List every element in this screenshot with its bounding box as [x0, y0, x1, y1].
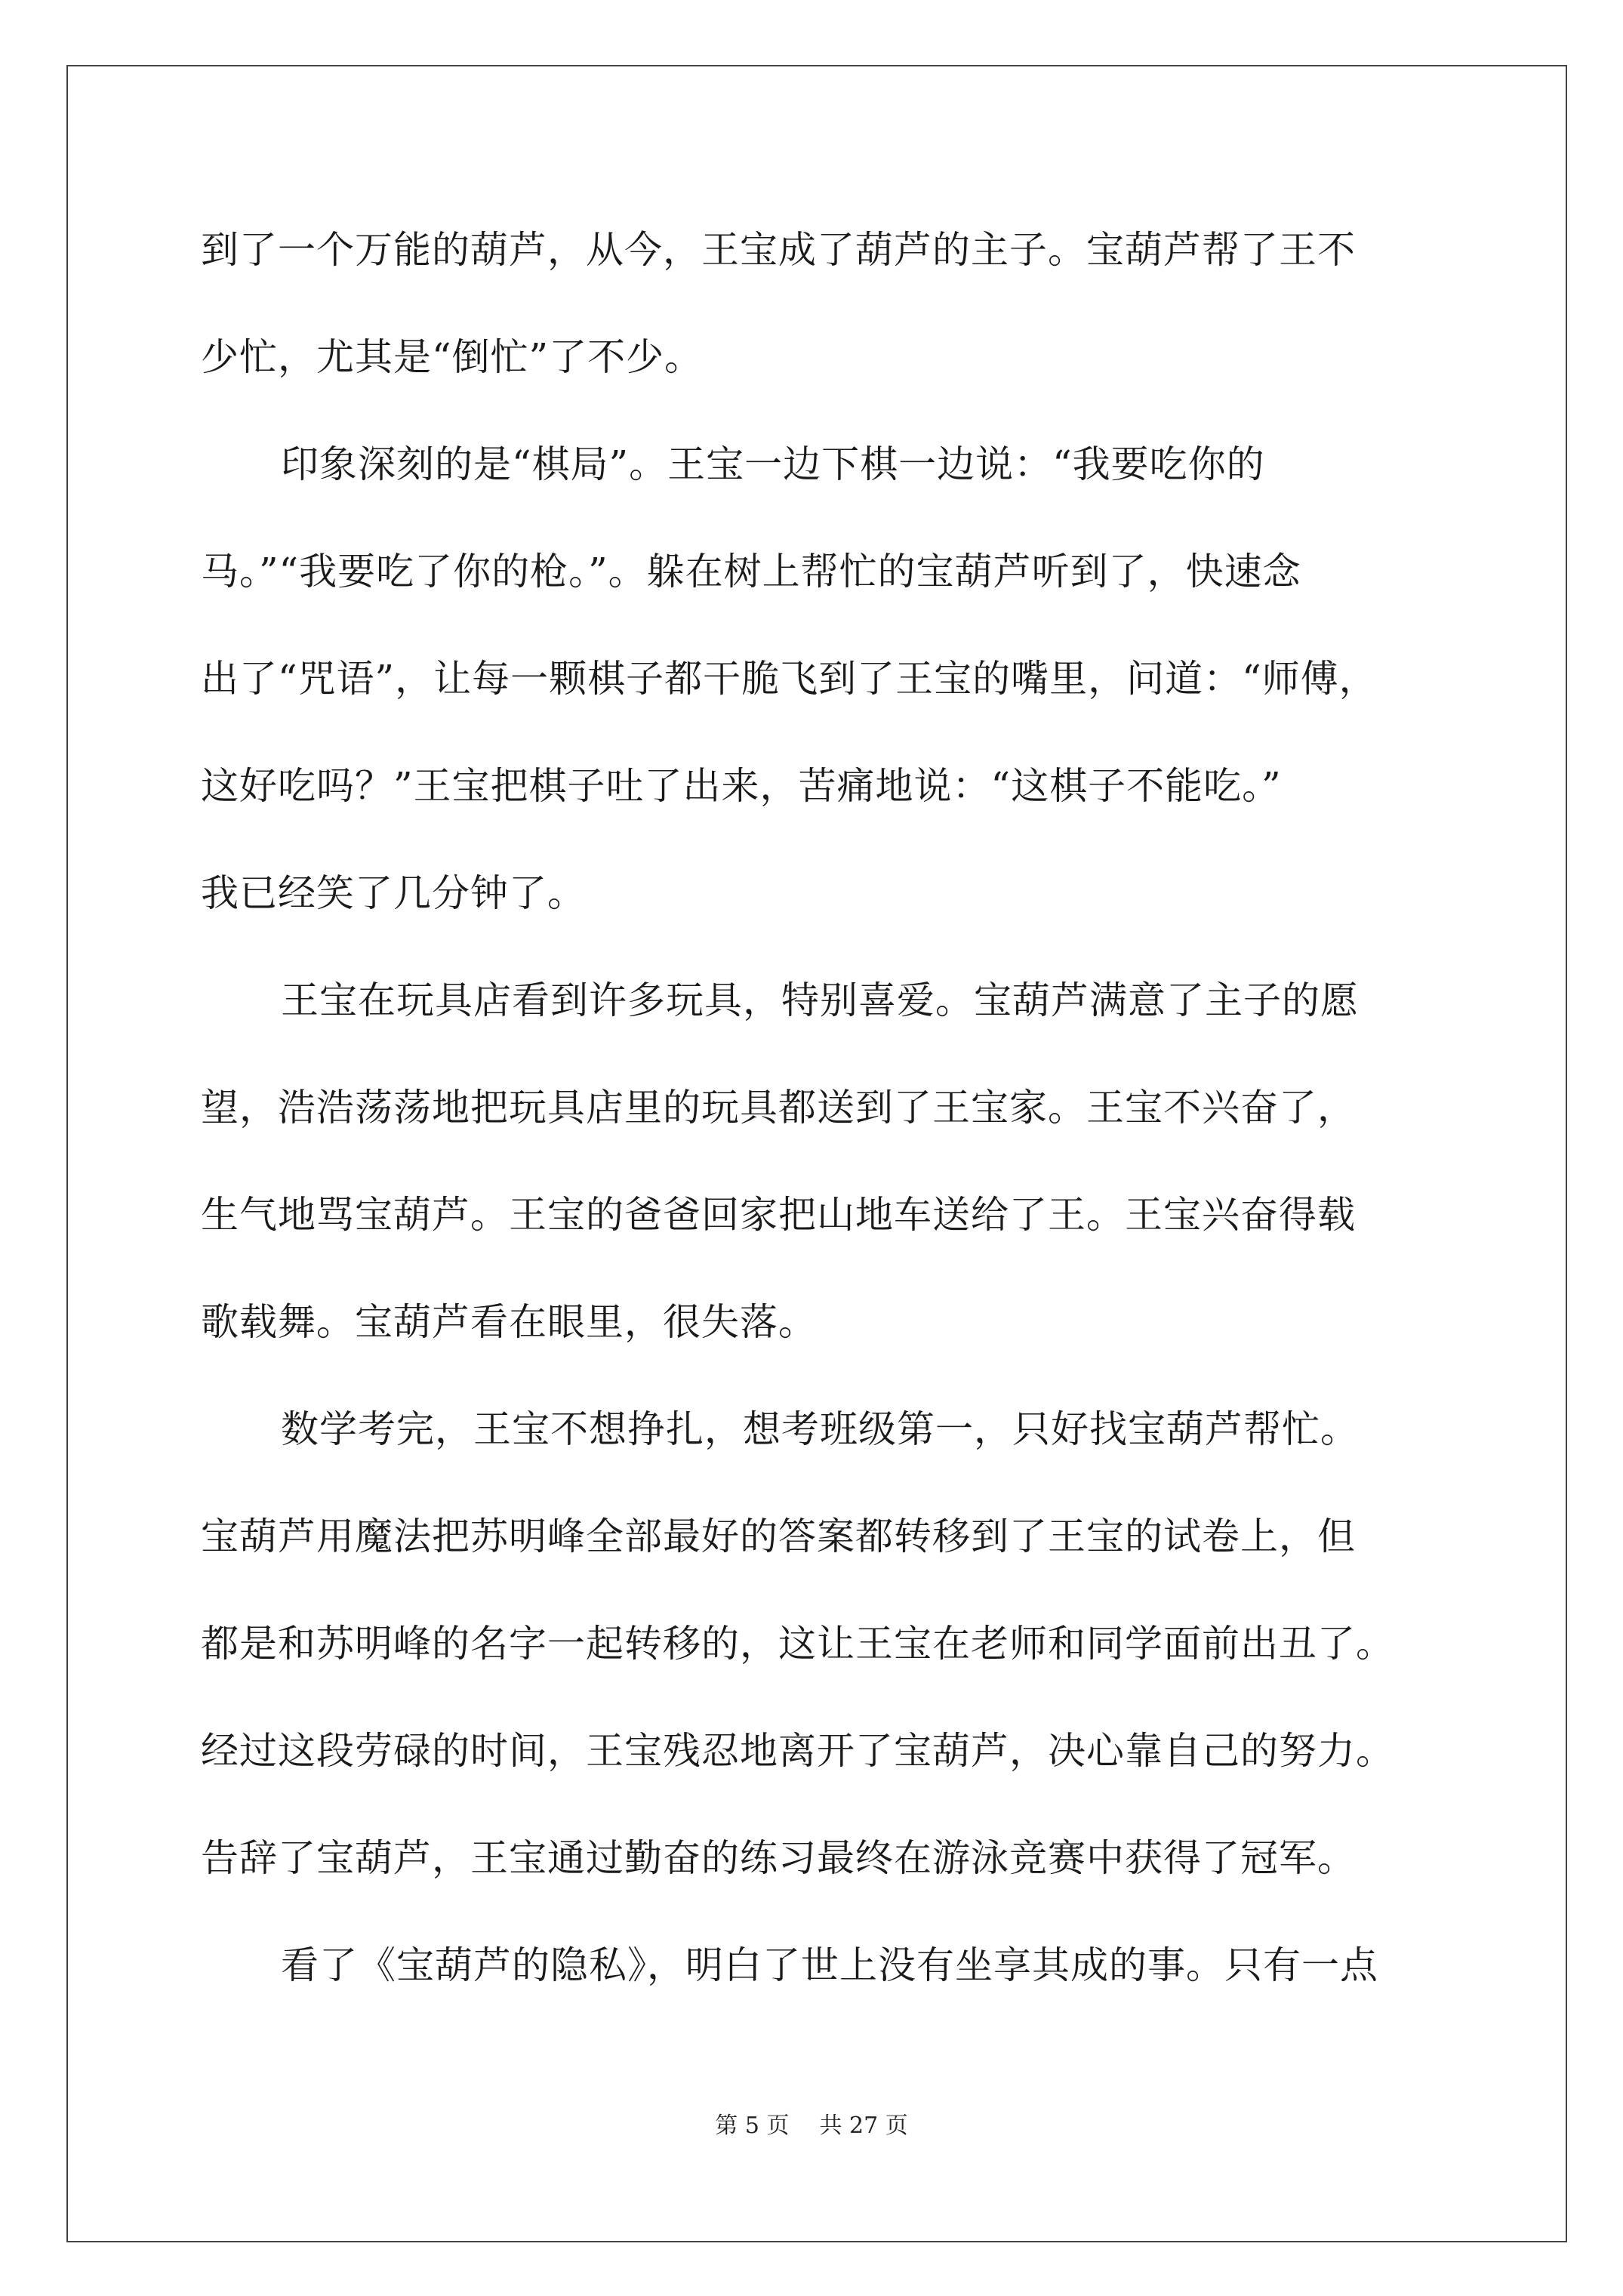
text-line: 告辞了宝葫芦，王宝通过勤奋的练习最终在游泳竞赛中获得了冠军。	[201, 1836, 1356, 1880]
text-line: 生气地骂宝葫芦。王宝的爸爸回家把山地车送给了王。王宝兴奋得载	[201, 1193, 1356, 1237]
text-line: 马。”“我要吃了你的枪。”。躲在树上帮忙的宝葫芦听到了，快速念	[201, 550, 1301, 593]
text-line: 经过这段劳碌的时间，王宝残忍地离开了宝葫芦，决心靠自己的努力。	[201, 1729, 1394, 1773]
text-line: 都是和苏明峰的名字一起转移的，这让王宝在老师和同学面前出丑了。	[201, 1622, 1394, 1666]
text-line: 印象深刻的是“棋局”。王宝一边下棋一边说：“我要吃你的	[281, 442, 1265, 486]
text-line: 我已经笑了几分钟了。	[201, 871, 586, 915]
text-line: 这好吃吗？”王宝把棋子吐了出来，苦痛地说：“这棋子不能吃。”	[201, 764, 1282, 808]
text-line: 出了“咒语”，让每一颗棋子都干脆飞到了王宝的嘴里，问道：“师傅，	[201, 657, 1378, 701]
text-line: 望，浩浩荡荡地把玩具店里的玩具都送到了王宝家。王宝不兴奋了，	[201, 1086, 1356, 1130]
text-line: 歌载舞。宝葫芦看在眼里，很失落。	[201, 1300, 817, 1344]
text-line: 数学考完，王宝不想挣扎，想考班级第一，只好找宝葫芦帮忙。	[281, 1407, 1359, 1451]
text-line: 到了一个万能的葫芦，从今，王宝成了葫芦的主子。宝葫芦帮了王不	[201, 228, 1356, 272]
text-line: 少忙，尤其是“倒忙”了不少。	[201, 335, 704, 379]
text-line: 看了《宝葫芦的隐私》，明白了世上没有坐享其成的事。只有一点	[281, 1943, 1378, 1987]
page-total: 共 27 页	[819, 2113, 908, 2139]
text-line: 王宝在玩具店看到许多玩具，特别喜爱。宝葫芦满意了主子的愿	[281, 978, 1359, 1022]
document-body	[201, 196, 1446, 2019]
page-number: 第 5 页	[715, 2113, 790, 2139]
page-footer	[0, 2111, 1623, 2141]
text-line: 宝葫芦用魔法把苏明峰全部最好的答案都转移到了王宝的试卷上，但	[201, 1515, 1356, 1558]
